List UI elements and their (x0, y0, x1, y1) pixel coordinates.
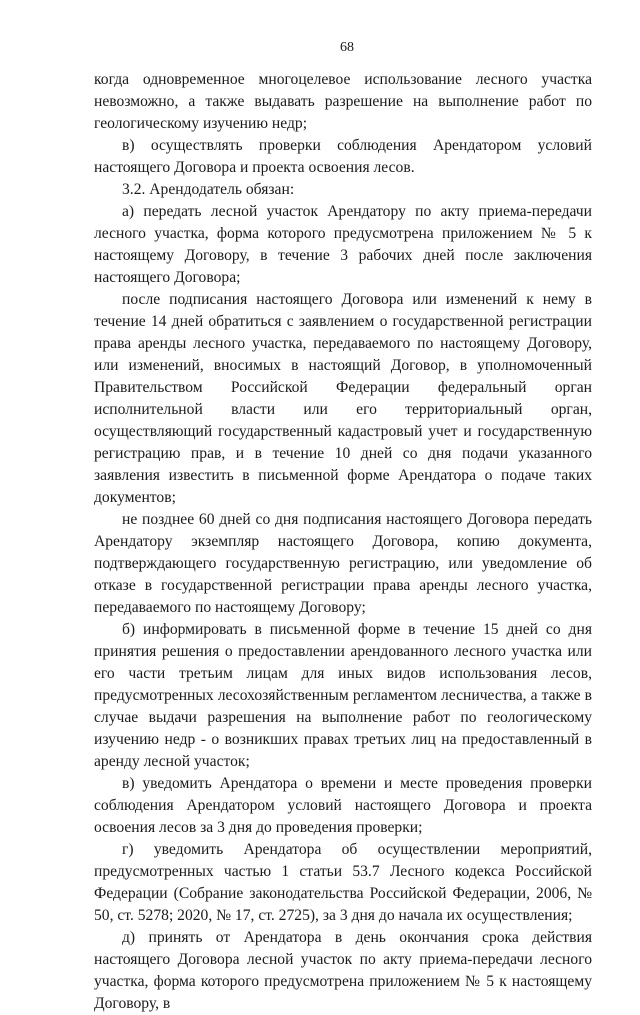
paragraph-continuation: когда одновременное многоцелевое использование лесного участка невозможно, а также выдавать разрешение на выполнение работ по геологическому изучению недр; (94, 71, 592, 132)
paragraph-item-v-inspections: в) осуществлять проверки соблюдения Арендатором условий настоящего Договора и проекта освоения лесов. (94, 137, 592, 176)
paragraph-item-g: г) уведомить Арендатора об осуществлении мероприятий, предусмотренных частью 1 статьи 53.7 Лесного кодекса Российской Федерации (Собрание законодательства Российской Федерации, 2006, № 50, ст. 5278; 2020, № 17, ст. 2725), за 3 дня до начала их осуществления; (94, 841, 592, 924)
paragraph-item-d: д) принять от Арендатора в день окончания срока действия настоящего Договора лесной участок по акту приема-передачи лесного участка, форма которого предусмотрена приложением № 5 к настоящему Договору, в (94, 929, 592, 1012)
paragraph-item-b: б) информировать в письменной форме в течение 15 дней со дня принятия решения о предоставлении арендованного лесного участка или его части третьим лицам для иных видов использования лесов, предусмотренных лесохозяйственным регламентом лесничества, а также в случае выдачи разрешения на выполнение работ по геологическому изучению недр - о возникших правах третьих лиц на предоставленный в аренду лесной участок; (94, 621, 592, 770)
page-number: 68 (340, 40, 354, 55)
paragraph-transfer-copy: не позднее 60 дней со дня подписания настоящего Договора передать Арендатору экземпляр настоящего Договора, копию документа, подтверждающего государственную регистрацию, или уведомление об отказе в государственной регистрации права аренды лесного участка, передаваемого по настоящему Договору; (94, 511, 592, 616)
document-body (94, 69, 592, 1015)
paragraph-item-v-notify: в) уведомить Арендатора о времени и месте проведения проверки соблюдения Арендатором условий настоящего Договора и проекта освоения лесов за 3 дня до проведения проверки; (94, 775, 592, 836)
section-heading-3-2: 3.2. Арендодатель обязан: (122, 181, 295, 198)
paragraph-item-a: а) передать лесной участок Арендатору по акту приема-передачи лесного участка, форма которого предусмотрена приложением № 5 к настоящему Договору, в течение 3 рабочих дней после заключения настоящего Договора; (94, 203, 592, 286)
paragraph-registration: после подписания настоящего Договора или изменений к нему в течение 14 дней обратиться с заявлением о государственной регистрации права аренды лесного участка, передаваемого по настоящему Договору, или изменений, вносимых в настоящий Договор, в уполномоченный Правительством Российской Федерации федеральный орган исполнительной власти или его территориальный орган, осуществляющий государственный кадастровый учет и государственную регистрацию прав, и в течение 10 дней со дня подачи указанного заявления известить в письменной форме Арендатора о подаче таких документов; (94, 291, 592, 506)
